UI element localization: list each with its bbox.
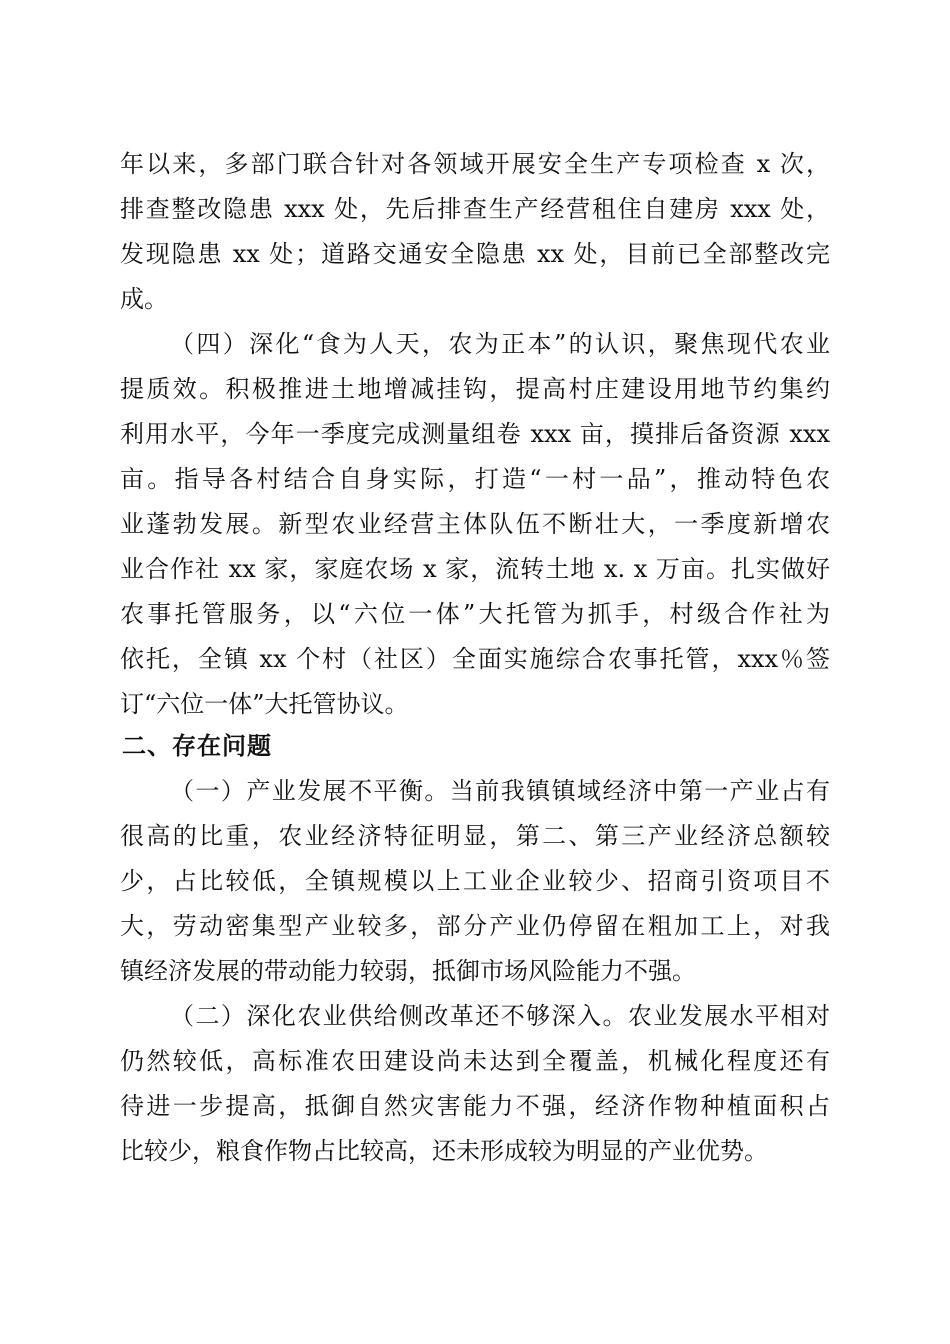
paragraph-line: 发现隐患 xx 处；道路交通安全隐患 xx 处，目前已全部整改完 xyxy=(120,240,830,268)
paragraph-line: 仍然较低，高标准农田建设尚未达到全覆盖，机械化程度还有 xyxy=(120,1047,830,1075)
paragraph-line: 比较少，粮食作物占比较高，还未形成较为明显的产业优势。 xyxy=(120,1137,768,1165)
paragraph-line: 利用水平，今年一季度完成测量组卷 xxx 亩，摸排后备资源 xxx xyxy=(120,420,830,448)
paragraph-line: 订“六位一体”大托管协议。 xyxy=(120,690,409,718)
paragraph-line: 待进一步提高，抵御自然灾害能力不强，经济作物种植面积占 xyxy=(120,1092,830,1120)
paragraph-line: 年以来，多部门联合针对各领域开展安全生产专项检查 x 次， xyxy=(120,150,830,178)
paragraph-line: 镇经济发展的带动能力较弱，抵御市场风险能力不强。 xyxy=(120,957,696,985)
paragraph-line: 亩。指导各村结合自身实际，打造“一村一品”，推动特色农 xyxy=(120,465,830,493)
paragraph-line: （一）产业发展不平衡。当前我镇镇域经济中第一产业占有 xyxy=(170,777,830,805)
paragraph-line: 很高的比重，农业经济特征明显，第二、第三产业经济总额较 xyxy=(120,822,830,850)
paragraph-line: 提质效。积极推进土地增减挂钩，提高村庄建设用地节约集约 xyxy=(120,375,830,403)
paragraph-line: 少，占比较低，全镇规模以上工业企业较少、招商引资项目不 xyxy=(120,867,830,895)
paragraph-line: 业合作社 xx 家，家庭农场 x 家，流转土地 x. x 万亩。扎实做好 xyxy=(120,555,830,583)
paragraph-line: （二）深化农业供给侧改革还不够深入。农业发展水平相对 xyxy=(170,1002,830,1030)
paragraph-line: 排查整改隐患 xxx 处，先后排查生产经营租住自建房 xxx 处， xyxy=(120,195,830,223)
paragraph-line: 成。 xyxy=(120,285,168,313)
paragraph-line: 业蓬勃发展。新型农业经营主体队伍不断壮大，一季度新增农 xyxy=(120,510,830,538)
paragraph-line: 农事托管服务，以“六位一体”大托管为抓手，村级合作社为 xyxy=(120,600,830,628)
paragraph-line: 大，劳动密集型产业较多，部分产业仍停留在粗加工上，对我 xyxy=(120,912,830,940)
section-heading: 二、存在问题 xyxy=(122,732,272,760)
paragraph-line: （四）深化“食为人天，农为正本”的认识，聚焦现代农业 xyxy=(170,330,830,358)
paragraph-line: 依托，全镇 xx 个村（社区）全面实施综合农事托管，xxx％签 xyxy=(120,645,830,673)
